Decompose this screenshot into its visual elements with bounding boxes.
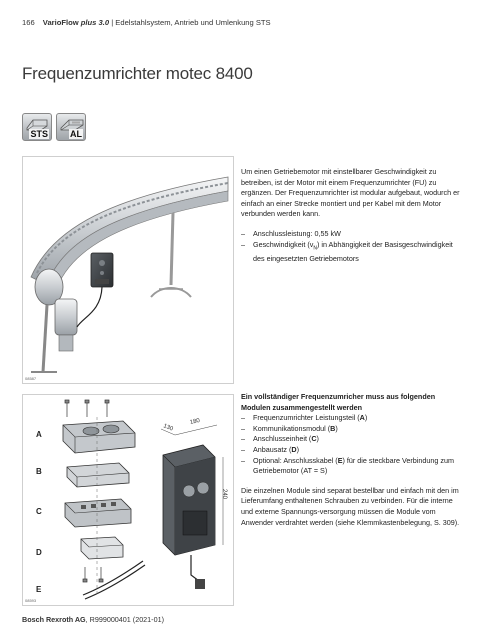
dimension-label-130: 130 bbox=[162, 423, 174, 433]
module-item bbox=[241, 413, 463, 424]
module-item-text: Optional: Anschlusskabel ( bbox=[253, 455, 338, 465]
page-title: Frequenzumrichter motec 8400 bbox=[22, 64, 253, 83]
spec-text: Geschwindigkeit (v bbox=[253, 239, 314, 249]
page-footer bbox=[22, 615, 164, 624]
al-badge bbox=[56, 113, 86, 141]
modules-paragraph: Die einzelnen Module sind separat bestellbar und einfach mit den im Lieferumfang enthaltenen Schrauben zu verbinden. Für die interne und externe Spannungs-versorgung müssen die Module vom Anwender verdrahtet werden (siehe Klemmkastenbelegung, S. 309). bbox=[241, 485, 460, 527]
section-title: | Edelstahlsystem, Antrieb und Umlenkung STS bbox=[111, 18, 271, 27]
product-suffix: plus 3.0 bbox=[80, 18, 110, 27]
module-item-end: ) bbox=[335, 423, 338, 433]
module-item bbox=[241, 434, 463, 445]
intro-paragraph: Um einen Getriebemotor mit einstellbarer Geschwindigkeit zu betreiben, ist der Motor mit einem Frequenzumrichter (FU) zu ergänzen. Der Frequenzumrichter ist modular aufgebaut, wodurch er einfach an einer Strecke montiert und per Kabel mit dem Motor verbunden werden kann. bbox=[241, 167, 460, 219]
modules-heading: Ein vollständiger Frequenzumricher muss aus folgenden Modulen zusammengestellt werden bbox=[241, 392, 436, 412]
spec-list bbox=[241, 229, 463, 264]
module-item-key: D bbox=[291, 444, 297, 454]
module-item bbox=[241, 456, 463, 477]
running-header bbox=[22, 18, 271, 27]
module-item-key: A bbox=[359, 413, 365, 423]
modules-text bbox=[241, 392, 463, 537]
sts-badge-label: STS bbox=[30, 129, 48, 139]
module-letter-e: E bbox=[36, 585, 42, 594]
spec-item: – Anschlussleistung: 0,55 kW bbox=[241, 229, 463, 240]
exploded-view-drawing bbox=[22, 394, 234, 606]
module-item-text: Frequenzumrichter Leistungsteil ( bbox=[253, 413, 360, 423]
dimension-label-240: 240 bbox=[221, 488, 228, 500]
sts-badge bbox=[22, 113, 52, 141]
intro-text bbox=[241, 167, 463, 264]
module-letter-d: D bbox=[36, 548, 42, 557]
module-item-key: C bbox=[311, 434, 317, 444]
modules-list bbox=[241, 413, 463, 477]
al-badge-label: AL bbox=[70, 129, 82, 139]
product-name: VarioFlow bbox=[42, 18, 79, 27]
page-number: 166 bbox=[22, 18, 35, 27]
module-letter-a: A bbox=[36, 430, 42, 439]
spec-item bbox=[241, 240, 463, 265]
conveyor-drive-illustration bbox=[23, 157, 234, 384]
dimension-label-180: 180 bbox=[189, 417, 201, 427]
motor-conveyor-photo bbox=[22, 156, 234, 384]
module-item-text: Anschlusseinheit ( bbox=[253, 434, 312, 444]
module-item-text: Kommunikationsmodul ( bbox=[253, 423, 331, 433]
module-letter-b: B bbox=[36, 467, 42, 476]
figure-id: 08593 bbox=[25, 598, 37, 603]
module-item-end: ) bbox=[316, 434, 319, 444]
module-item-key: E bbox=[337, 455, 343, 465]
module-item bbox=[241, 424, 463, 435]
module-item-end: ) bbox=[296, 444, 299, 454]
spec-text: ) in Abhängigkeit der Basisgeschwindigkeit des eingesetzten Getriebemotors bbox=[253, 239, 453, 263]
module-item-text: Anbausatz ( bbox=[253, 444, 292, 454]
company-name: Bosch Rexroth AG bbox=[22, 615, 86, 624]
module-item-end: ) für die steckbare Verbindung zum Getriebemotor (AT = S) bbox=[253, 455, 454, 476]
module-item bbox=[241, 445, 463, 456]
exploded-modules-illustration bbox=[23, 395, 234, 606]
module-item-end: ) bbox=[364, 413, 368, 423]
module-item-key: B bbox=[330, 423, 336, 433]
spec-subscript: N bbox=[313, 245, 317, 251]
figure-id: 08587 bbox=[25, 376, 37, 381]
document-number: , R999000401 (2021-01) bbox=[85, 615, 164, 624]
module-letter-c: C bbox=[36, 507, 42, 516]
